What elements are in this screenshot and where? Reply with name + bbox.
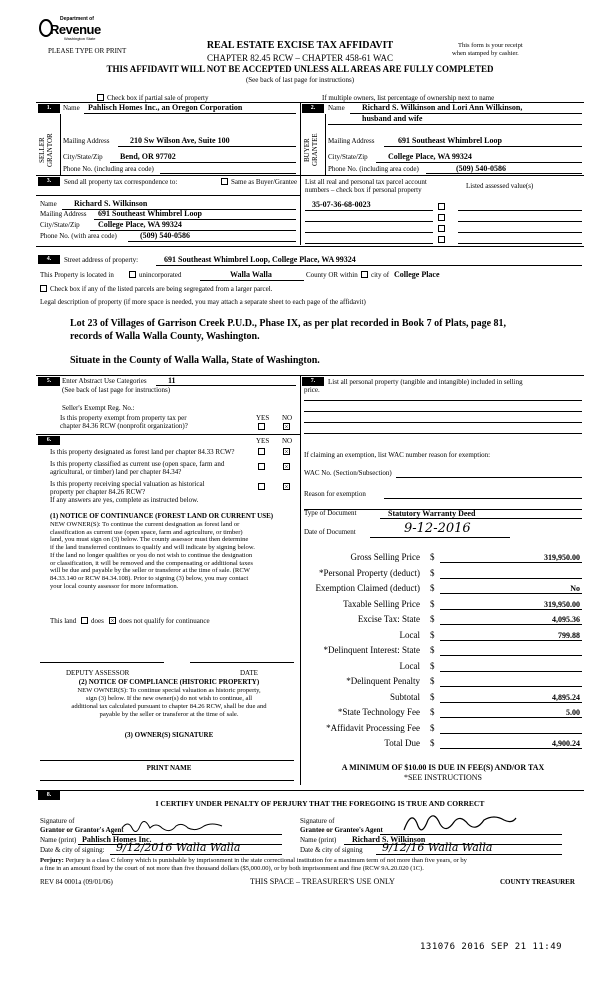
unincorporated-label: unincorporated <box>139 271 182 279</box>
tax-name-label: Name <box>40 200 57 208</box>
doc-type[interactable]: Statutory Warranty Deed <box>388 509 476 518</box>
tax-row-label: *Delinquent Interest: State <box>323 645 420 655</box>
exempt-no-checkbox[interactable]: × <box>284 423 289 431</box>
seller-city[interactable]: Bend, OR 97702 <box>120 152 176 161</box>
situate-line[interactable]: Situate in the County of Walla Walla, State of Washington. <box>70 355 320 366</box>
tax-row-label: Local <box>399 660 420 671</box>
current-use-question-2: agricultural, or timber) land per chapter 84.34? <box>50 468 182 476</box>
seller-name-label: Name <box>63 104 80 112</box>
dollar-sign: $ <box>430 738 435 748</box>
seller-side-label: SELLER GRANTOR <box>38 133 54 167</box>
personal-prop-label-2: price. <box>304 386 320 394</box>
land-does-label: does <box>91 617 104 625</box>
exempt-question-2: chapter 84.36 RCW (nonprofit organization)? <box>60 422 188 430</box>
dollar-sign: $ <box>430 598 435 609</box>
partial-sale-checkbox[interactable] <box>97 94 104 101</box>
buyer-mail[interactable]: 691 Southeast Whimbrel Loop <box>398 136 502 145</box>
buyer-side-label: BUYER GRANTEE <box>303 133 319 167</box>
notice1-line: If the land no longer qualifies or you do not wish to continue the designation <box>50 551 253 559</box>
county-treasurer-label: COUNTY TREASURER <box>500 878 575 886</box>
grantor-sig-label: Signature of <box>40 817 75 825</box>
tax-row-value[interactable]: 5.00 <box>566 708 580 717</box>
tax-row-underline <box>440 655 582 656</box>
please-type: PLEASE TYPE OR PRINT <box>48 47 127 55</box>
notice-continuance-body <box>50 521 298 590</box>
property-county[interactable]: Walla Walla <box>230 270 272 279</box>
historic-yes-checkbox[interactable] <box>258 483 265 490</box>
notice1-line: your local county assessor for more information. <box>50 582 179 590</box>
notice2-line: additional tax calculated pursuant to chapter 84.26 RCW, shall be due and <box>71 703 267 710</box>
section-2-number: 2. <box>302 104 324 113</box>
seller-phone-label: Phone No. (including area code) <box>63 165 154 173</box>
owner-signature-label: (3) OWNER(S) SIGNATURE <box>124 731 214 739</box>
doc-date[interactable]: 9-12-2016 <box>404 521 471 536</box>
exempt-question-1: Is this property exempt from property tax per <box>60 414 187 422</box>
doc-type-label: Type of Document <box>304 509 357 517</box>
buyer-name-line2[interactable]: husband and wife <box>362 114 423 123</box>
grantee-agent-label: Grantee or Grantee's Agent <box>300 826 383 834</box>
perjury-line1: Perjury is a class C felony which is punishable by imprisonment in the state correctional institution for a maximum term of not more than five years, or by <box>65 857 467 864</box>
notice-compliance-body <box>40 687 298 719</box>
q-no-header: NO <box>282 437 293 445</box>
buyer-phone-label: Phone No. (including area code) <box>328 165 419 173</box>
perjury-label: Perjury: <box>40 857 64 864</box>
tax-row-underline <box>440 717 582 718</box>
logo-top-text: Department of <box>60 16 94 22</box>
current-use-no-checkbox[interactable]: × <box>284 463 289 471</box>
exempt-yes-header: YES <box>256 414 270 422</box>
receipt-line2: when stamped by cashier. <box>452 50 519 57</box>
tax-row-underline <box>440 562 582 563</box>
tax-row-label: Total Due <box>384 738 420 748</box>
buyer-phone[interactable]: (509) 540-0586 <box>456 164 506 173</box>
seller-name[interactable]: Pahlisch Homes Inc., an Oregon Corporation <box>88 103 243 112</box>
property-street[interactable]: 691 Southeast Whimbrel Loop, College Place, WA 99324 <box>164 255 356 264</box>
parcel-4-personal-checkbox[interactable] <box>438 236 445 243</box>
exempt-reg-label: Seller's Exempt Reg. No.: <box>62 404 135 412</box>
grantee-print-name[interactable]: Richard S. Wilkinson <box>352 835 426 844</box>
notice1-line: will be due and payable by the seller or transferor at the time of sale. (RCW <box>50 567 250 575</box>
tax-row-label: Excise Tax: State <box>357 614 420 624</box>
section-1-number: 1. <box>38 104 60 113</box>
tax-row-label: Gross Selling Price <box>350 552 420 562</box>
notice1-line: if the land transferred continues to qualify and will indicate by signing below. <box>50 544 255 552</box>
grantee-name-label: Name (print) <box>300 836 337 844</box>
seller-city-label: City/State/Zip <box>63 153 103 161</box>
grantee-date-city-label: Date & city of signing <box>300 846 363 854</box>
unincorporated-checkbox[interactable] <box>129 271 136 278</box>
parcel-number[interactable]: 35-07-36-68-0023 <box>312 200 371 209</box>
historic-question-1: Is this property receiving special valuation as historical <box>50 480 205 488</box>
tax-row-underline <box>440 593 582 594</box>
current-use-yes-checkbox[interactable] <box>258 463 265 470</box>
parcel-header-2: numbers – check box if personal property <box>305 186 422 194</box>
tax-mail-label: Mailing Address <box>40 210 87 218</box>
notice2-line: NEW OWNER(S): To continue special valuation as historic property, <box>77 687 261 694</box>
tax-row-value[interactable]: 4,895.24 <box>552 692 580 702</box>
tax-row-underline <box>440 686 582 687</box>
forest-land-question: Is this property designated as forest land per chapter 84.33 RCW? <box>50 448 235 456</box>
legal-desc-line1[interactable]: Lot 23 of Villages of Garrison Creek P.U.D., Phase IX, as per plat recorded in Book 7 of Plats, page 81, <box>70 318 507 329</box>
dollar-sign: $ <box>430 660 435 671</box>
assessor-date-label: DATE <box>240 669 258 677</box>
notice2-line: sign (3) below. If the new owner(s) do not wish to continue, all <box>85 695 253 702</box>
parcel-2-personal-checkbox[interactable] <box>438 214 445 221</box>
notice1-line: NEW OWNER(S): To continue the current designation as forest land or <box>50 521 240 528</box>
warning-text: THIS AFFIDAVIT WILL NOT BE ACCEPTED UNLESS ALL AREAS ARE FULLY COMPLETED <box>106 64 494 74</box>
assessed-header: Listed assessed value(s) <box>466 182 534 190</box>
dor-logo <box>38 14 101 44</box>
street-label: Street address of property: <box>64 256 139 264</box>
tax-row-label: Subtotal <box>389 691 420 702</box>
property-city[interactable]: College Place <box>394 270 440 279</box>
tax-row-value[interactable]: No <box>570 584 580 593</box>
logo-main-text: Revenue <box>50 22 101 37</box>
land-does-not-label: does not qualify for continuance <box>119 617 210 625</box>
forest-yes-checkbox[interactable] <box>258 448 265 455</box>
cashier-stamp: 131076 2016 SEP 21 11:49 <box>420 942 563 952</box>
tax-row-underline <box>440 609 582 610</box>
buyer-name-label: Name <box>328 104 345 112</box>
certify-statement: I CERTIFY UNDER PENALTY OF PERJURY THAT THE FOREGOING IS TRUE AND CORRECT <box>155 799 485 808</box>
dollar-sign: $ <box>430 552 435 562</box>
tax-name[interactable]: Richard S. Wilkinson <box>74 199 148 208</box>
section-6-number: 6. <box>38 436 60 445</box>
tax-mail[interactable]: 691 Southeast Whimbrel Loop <box>98 209 202 218</box>
tax-row-underline <box>440 578 582 579</box>
exempt-no-header: NO <box>282 414 293 422</box>
notice-compliance-title: (2) NOTICE OF COMPLIANCE (HISTORIC PROPERTY) <box>78 678 260 686</box>
wac-question: If claiming an exemption, list WAC number reason for exemption: <box>304 451 491 459</box>
section-5-number: 5. <box>38 377 60 386</box>
buyer-name-line1[interactable]: Richard S. Wilkinson and Lori Ann Wilkinson, <box>362 103 523 112</box>
perjury-notice <box>40 857 586 873</box>
grantor-signature-scribble <box>120 818 230 836</box>
notice2-line: payable by the seller or transferor at the time of sale. <box>99 711 239 718</box>
buyer-mail-label: Mailing Address <box>328 137 375 145</box>
tax-row-label: *Delinquent Penalty <box>346 676 420 686</box>
perjury-line2: a fine in an amount fixed by the court of not more than five thousand dollars ($5,000.00), or by both imprisonment and fine (RCW 9A.20.020 (1C). <box>40 865 424 872</box>
wac-no-label: WAC No. (Section/Subsection) <box>304 469 392 477</box>
current-use-question-1: Is this property classified as current use (open space, farm and <box>50 460 225 468</box>
tax-row-value[interactable]: 4,900.24 <box>552 739 580 748</box>
historic-no-checkbox[interactable]: × <box>284 483 289 491</box>
seller-mail[interactable]: 210 Sw Wilson Ave, Suite 100 <box>130 136 230 145</box>
tax-row-label: Local <box>399 629 420 640</box>
multi-owner-note: If multiple owners, list percentage of ownership next to name <box>322 94 495 102</box>
q-yes-header: YES <box>256 437 270 445</box>
section-8-number: 8. <box>38 791 60 800</box>
receipt-line1: This form is your receipt <box>458 42 523 49</box>
dollar-sign: $ <box>430 629 435 640</box>
notice1-line: or classification, it will be removed and the compensating or additional taxes <box>50 559 253 567</box>
tax-row-label: Taxable Selling Price <box>343 598 420 609</box>
doc-date-label: Date of Document <box>304 528 356 536</box>
grantor-name-label: Name (print) <box>40 836 77 844</box>
seller-mail-label: Mailing Address <box>63 137 110 145</box>
dollar-sign: $ <box>430 645 435 655</box>
dollar-sign: $ <box>430 614 435 624</box>
deputy-assessor-label: DEPUTY ASSESSOR <box>66 669 130 677</box>
section-4-number: 4. <box>38 255 60 264</box>
same-as-buyer-label: Same as Buyer/Grantee <box>231 178 298 186</box>
dollar-sign: $ <box>430 583 435 593</box>
tax-row-underline <box>440 748 582 749</box>
tax-row-underline <box>440 640 582 641</box>
treasurer-use-label: THIS SPACE – TREASURER'S USE ONLY <box>250 877 395 886</box>
rev-number: REV 84 0001a (09/01/06) <box>40 878 113 886</box>
dollar-sign: $ <box>430 676 435 686</box>
county-or-label: County OR within <box>306 271 358 279</box>
dollar-sign: $ <box>430 707 435 717</box>
grantee-signature[interactable] <box>400 810 520 838</box>
tax-row-value[interactable]: 319,950.00 <box>544 599 580 609</box>
parcel-3-personal-checkbox[interactable] <box>438 225 445 232</box>
form-chapter: CHAPTER 82.45 RCW – CHAPTER 458-61 WAC <box>207 53 393 63</box>
reason-label: Reason for exemption <box>304 490 366 498</box>
segregated-checkbox[interactable] <box>40 285 47 292</box>
partial-sale-label: Check box if partial sale of property <box>107 94 209 102</box>
tax-city-label: City/State/Zip <box>40 221 80 229</box>
grantee-sig-label: Signature of <box>300 817 335 825</box>
historic-question-2: property per chapter 84.26 RCW? <box>50 488 146 496</box>
abstract-see-back: (See back of last page for instructions) <box>62 386 171 394</box>
grantee-signature-scribble <box>400 810 520 836</box>
notice1-line: land, you must sign on (3) below. The county assessor must then determine <box>50 536 249 544</box>
logo-sub-text: Washington State <box>64 36 96 41</box>
grantor-date-city[interactable]: 9/12/2016 Walla Walla <box>116 841 241 854</box>
minimum-due-note: A MINIMUM OF $10.00 IS DUE IN FEE(S) AND/OR TAX <box>341 763 545 772</box>
tax-row-underline <box>440 624 582 625</box>
tax-city[interactable]: College Place, WA 99324 <box>98 220 182 229</box>
this-land-label: This land <box>50 617 77 625</box>
grantor-date-city-label: Date & city of signing: <box>40 846 105 854</box>
personal-prop-label-1: List all personal property (tangible and intangible) included in selling <box>328 378 523 386</box>
see-instructions-note: *SEE INSTRUCTIONS <box>403 773 482 782</box>
dollar-sign: $ <box>430 691 435 702</box>
grantor-print-name[interactable]: Pahlisch Homes Inc. <box>82 835 152 844</box>
tax-phone[interactable]: (509) 540-0586 <box>140 231 190 240</box>
tax-row-label: Exemption Claimed (deduct) <box>315 583 420 593</box>
legal-desc-line2[interactable]: records of Walla Walla County, Washington. <box>70 331 260 342</box>
buyer-city[interactable]: College Place, WA 99324 <box>388 152 472 161</box>
notice1-line: 84.33.140 or RCW 84.34.108). Prior to signing (3) below, you may contact <box>50 574 249 582</box>
tax-phone-label: Phone No. (with area code) <box>40 232 117 240</box>
segregated-label: Check box if any of the listed parcels are being segregated from a larger parcel. <box>50 285 273 293</box>
tax-row-label: *State Technology Fee <box>337 707 420 717</box>
grantor-agent-label: Grantor or Grantor's Agent <box>40 826 124 834</box>
city-of-label: city of <box>371 271 390 279</box>
within-city-checkbox[interactable] <box>361 271 368 278</box>
tax-row-value[interactable]: 4,095.36 <box>552 615 580 624</box>
notice1-line: classification as current use (open space, farm and agriculture, or timber) <box>50 528 243 536</box>
tax-row-underline <box>440 671 582 672</box>
land-does-not-checkbox[interactable]: × <box>110 617 115 625</box>
buyer-city-label: City/State/Zip <box>328 153 368 161</box>
see-back-header: (See back of last page for instructions) <box>245 76 355 84</box>
tax-row-label: *Affidavit Processing Fee <box>326 722 420 733</box>
dollar-sign: $ <box>430 722 435 733</box>
parcel-1-personal-checkbox[interactable] <box>438 203 445 210</box>
located-in-label: This Property is located in <box>40 271 114 279</box>
tax-row-underline <box>440 733 582 734</box>
section-3-number: 3. <box>38 177 60 186</box>
grantee-date-city[interactable]: 9/12/16 Walla Walla <box>382 841 493 854</box>
notice-continuance-title: (1) NOTICE OF CONTINUANCE (FOREST LAND OR CURRENT USE) <box>50 512 274 520</box>
abstract-category[interactable]: 11 <box>168 376 176 385</box>
dollar-sign: $ <box>430 567 435 578</box>
abstract-label: Enter Abstract Use Categories <box>62 377 147 385</box>
forest-no-checkbox[interactable]: × <box>284 448 289 456</box>
form-title: REAL ESTATE EXCISE TAX AFFIDAVIT <box>206 40 394 51</box>
tax-row-value[interactable]: 799.88 <box>558 630 580 640</box>
tax-row-value[interactable]: 319,950.00 <box>544 553 580 562</box>
send-tax-label: Send all property tax correspondence to: <box>64 178 178 186</box>
print-name-label: PRINT NAME <box>146 764 192 772</box>
same-as-buyer-checkbox[interactable] <box>221 178 228 185</box>
section-7-number: 7. <box>302 377 324 386</box>
exempt-yes-checkbox[interactable] <box>258 423 265 430</box>
legal-desc-label: Legal description of property (if more space is needed, you may attach a separate sheet to each page of the affidavit) <box>40 298 366 306</box>
tax-row-label: *Personal Property (deduct) <box>319 567 420 578</box>
parcel-header-1: List all real and personal tax parcel account <box>305 178 427 186</box>
historic-question-3: If any answers are yes, complete as instructed below. <box>50 496 199 504</box>
tax-row-underline <box>440 702 582 703</box>
land-does-checkbox[interactable] <box>81 617 88 624</box>
